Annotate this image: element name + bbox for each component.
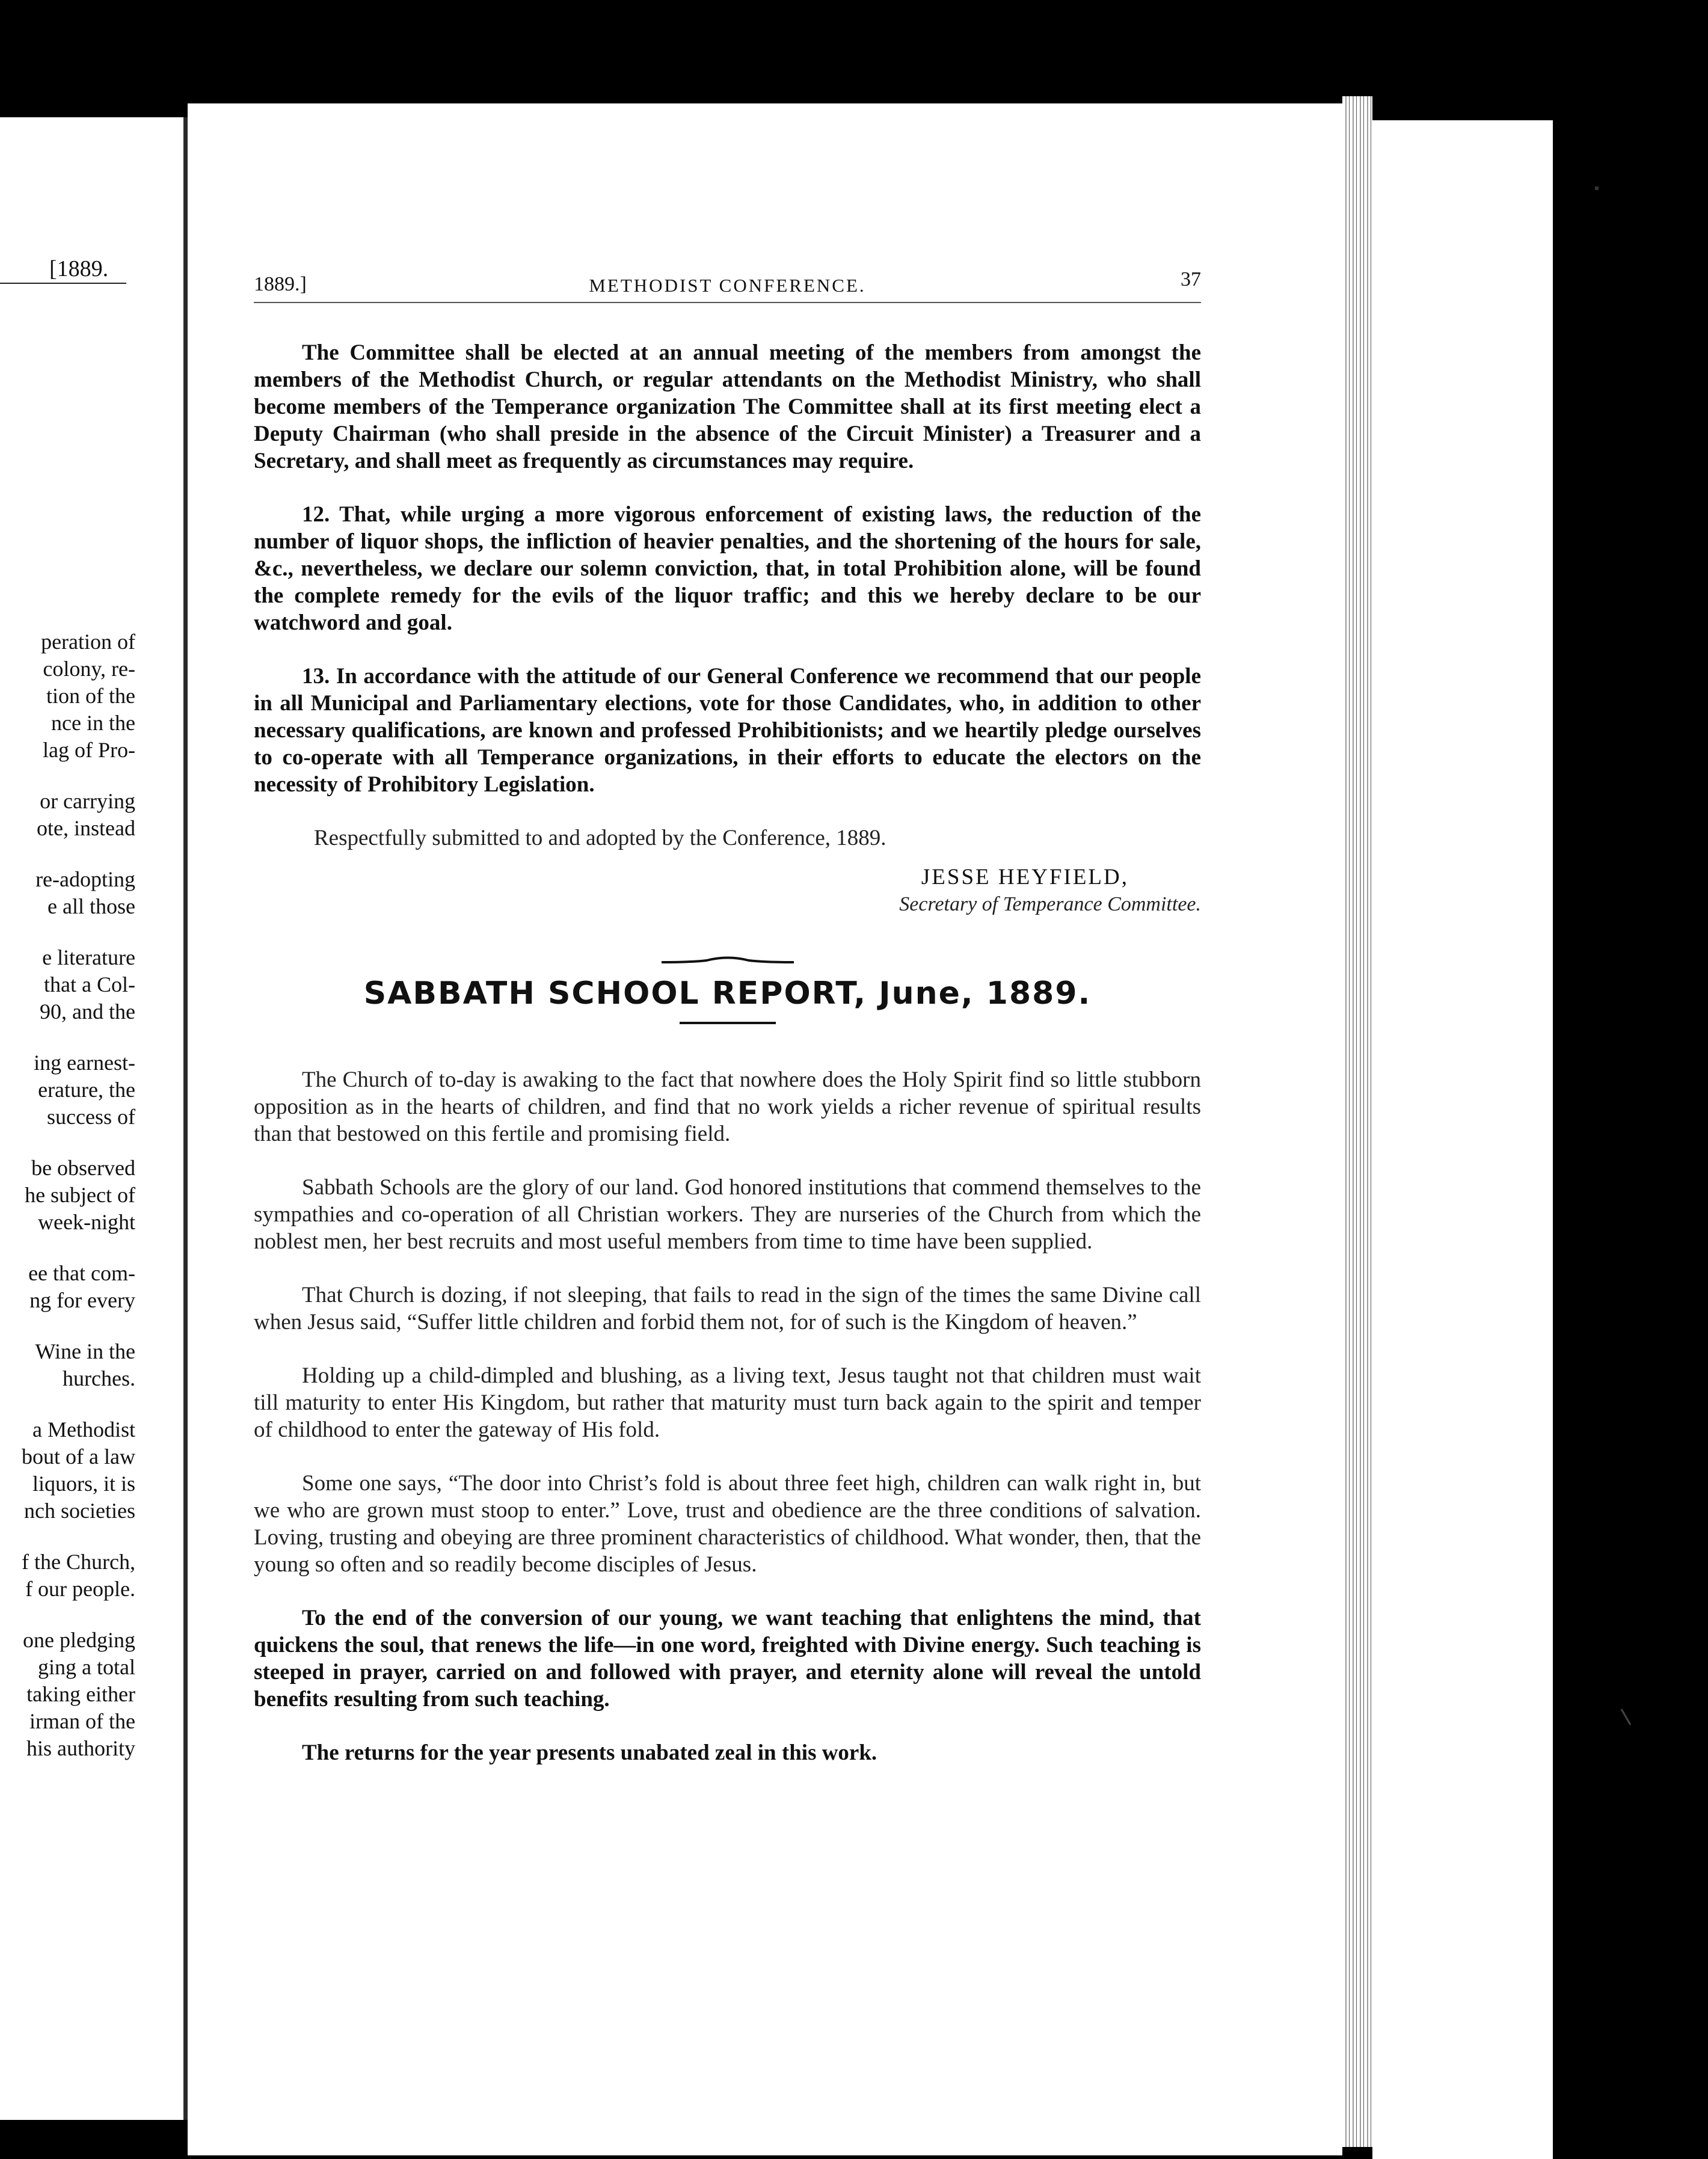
left-page-fragment-line: taking either [26, 1682, 135, 1706]
signatory-role: Secretary of Temperance Committee. [899, 893, 1201, 915]
left-page-fragment-line: liquors, it is [32, 1472, 135, 1496]
header-year: 1889.] [254, 273, 307, 295]
temperance-paragraph-12: 12. That, while urging a more vigorous enforcement of existing laws, the reduction of the number of liquor shops, the infliction of heavier penalties, and the shortening of the hours for sale, &c., nevertheless, we declare our solemn conviction, that, in total Prohibition alone, will be found the complete remedy for the evils of the liquor traffic; and this we hereby declare to be our watchword and goal. [254, 502, 1201, 635]
speck-mark [1595, 186, 1599, 190]
left-page-fragment-line: nce in the [51, 711, 135, 735]
left-page-fragment-line: e literature [42, 945, 135, 969]
temperance-paragraph-committee: The Committee shall be elected at an annual meeting of the members from amongst the members of the Methodist Church, or regular attendants on the Methodist Ministry, who shall become members of the Temperance organization The Committee shall at its first meeting elect a Deputy Chairman (who shall preside in the absence of the Circuit Minister) a Treasurer and a Secretary, and shall meet as frequently as circumstances may require. [254, 340, 1201, 473]
left-page-fragment-line: ing earnest- [34, 1051, 135, 1075]
left-page-fragment-line: lag of Pro- [43, 738, 135, 762]
left-page-fragment-line: irman of the [29, 1709, 135, 1733]
left-page-fragment-line: peration of [41, 630, 135, 654]
temperance-paragraph-13: 13. In accordance with the attitude of our General Conference we recommend that our people in all Municipal and Parliamentary elections, vote for those Candidates, who, in addition to other necessary qualifications, are known and professed Prohibitionists; and we heartily pledge ourselves to co-operate with all Temperance organizations, in their efforts to educate the electors on the necessity of Prohibitory Legislation. [254, 664, 1201, 797]
left-page-rule [0, 283, 126, 284]
left-page-fragment-line: week-night [38, 1210, 135, 1234]
left-page-text-fragments [0, 628, 135, 1762]
section-title-rule [680, 1022, 776, 1024]
sabbath-paragraph-7: The returns for the year presents unabated zeal in this work. [302, 1740, 877, 1765]
sabbath-paragraph-4: Holding up a child-dimpled and blushing, as a living text, Jesus taught not that children must wait till maturity to enter His Kingdom, but rather that maturity must turn back again to the spirit and temper of childhood to enter the gateway of His fold. [254, 1363, 1201, 1442]
decorative-flourish-divider [659, 954, 797, 968]
submitted-line: Respectfully submitted to and adopted by the Conference, 1889. [314, 826, 886, 850]
left-page-fragment-line: tion of the [46, 684, 135, 708]
stacked-page-edges [1342, 96, 1372, 2147]
sabbath-paragraph-6: To the end of the conversion of our young, we want teaching that enlightens the mind, that quickens the soul, that renews the life—in one word, freighted with Divine energy. Such teaching is steeped in prayer, carried on and followed with prayer, and eternity alone will reveal the untold benefits resulting from such teaching. [254, 1606, 1201, 1712]
left-page-fragment-line: f the Church, [22, 1550, 135, 1574]
left-page-fragment-gap [0, 1025, 135, 1049]
sabbath-paragraph-1: The Church of to-day is awaking to the fact that nowhere does the Holy Spirit find so little stubborn opposition as in the hearts of children, and find that no work yields a richer revenue of spiritual results than that bestowed on this fertile and promising field. [254, 1067, 1201, 1146]
left-page-header: [1889. [49, 256, 109, 281]
left-page-fragment-line: ee that com- [28, 1261, 135, 1285]
left-page-fragment-line: a Methodist [32, 1417, 135, 1442]
left-page-fragment-line: one pledging [23, 1628, 135, 1652]
left-page-fragment-gap [0, 764, 135, 788]
left-page-fragment-gap [0, 920, 135, 944]
left-page-fragment-line: Wine in the [35, 1339, 135, 1363]
left-page-fragment-line: ging a total [38, 1655, 135, 1679]
left-page-fragment-gap [0, 842, 135, 866]
main-page [188, 103, 1342, 2155]
sabbath-paragraph-3: That Church is dozing, if not sleeping, that fails to read in the sign of the times the same Divine call when Jesus said, “Suffer little children and forbid them not, for of such is the Kingdom of heaven.” [254, 1283, 1201, 1334]
running-header [254, 266, 1201, 303]
left-page-fragment-line: his authority [26, 1736, 135, 1760]
sabbath-paragraph-5: Some one says, “The door into Christ’s fold is about three feet high, children can walk right in, but we who are grown must stoop to enter.” Love, trust and obedience are the three conditions of salvation. Loving, trusting and obeying are three prominent characteristics of childhood. What wonder, then, that the young so often and so readily become disciples of Jesus. [254, 1471, 1201, 1577]
left-page-fragment-line: success of [47, 1105, 135, 1129]
left-page-fragment-gap [0, 1603, 135, 1627]
left-page-fragment-gap [0, 1236, 135, 1260]
header-title: METHODIST CONFERENCE. [589, 275, 866, 296]
left-page-fragment-line: he subject of [25, 1183, 135, 1207]
left-page-fragment-gap [0, 1525, 135, 1549]
left-page-fragment-line: nch societies [24, 1499, 135, 1523]
book-gutter [183, 117, 188, 2120]
temperance-section [254, 339, 1201, 918]
stray-mark [1621, 1709, 1632, 1725]
left-page-fragment-line: e all those [48, 894, 135, 918]
left-facing-page [0, 117, 183, 2120]
left-page-fragment-gap [0, 1131, 135, 1155]
left-page-fragment-line: or carrying [40, 789, 135, 813]
signatory-name: JESSE HEYFIELD, [921, 865, 1129, 889]
left-page-fragment-line: ote, instead [37, 816, 135, 840]
page-number: 37 [1181, 268, 1201, 290]
left-page-fragment-line: bout of a law [22, 1445, 135, 1469]
left-page-fragment-line: re-adopting [35, 867, 135, 891]
left-page-fragment-line: ng for every [29, 1288, 135, 1312]
sabbath-section [254, 1066, 1201, 1766]
left-page-fragment-gap [0, 1314, 135, 1338]
sabbath-paragraph-2: Sabbath Schools are the glory of our land. God honored institutions that commend themselves to the sympathies and co-operation of all Christian workers. They are nurseries of the Church from which the noblest men, her best recruits and most useful members from time to time have been supplied. [254, 1175, 1201, 1254]
left-page-fragment-line: be observed [31, 1156, 135, 1180]
backing-page [1372, 120, 1553, 2159]
section-title-sabbath-school: SABBATH SCHOOL REPORT, June, 1889. [363, 975, 1092, 1012]
page-content [254, 266, 1201, 1793]
left-page-fragment-line: erature, the [38, 1078, 135, 1102]
left-page-fragment-line: 90, and the [40, 1000, 135, 1024]
left-page-fragment-line: that a Col- [44, 972, 135, 997]
left-page-fragment-line: colony, re- [43, 657, 135, 681]
left-page-fragment-line: hurches. [63, 1366, 135, 1390]
left-page-fragment-line: f our people. [25, 1577, 135, 1601]
left-page-fragment-gap [0, 1392, 135, 1416]
